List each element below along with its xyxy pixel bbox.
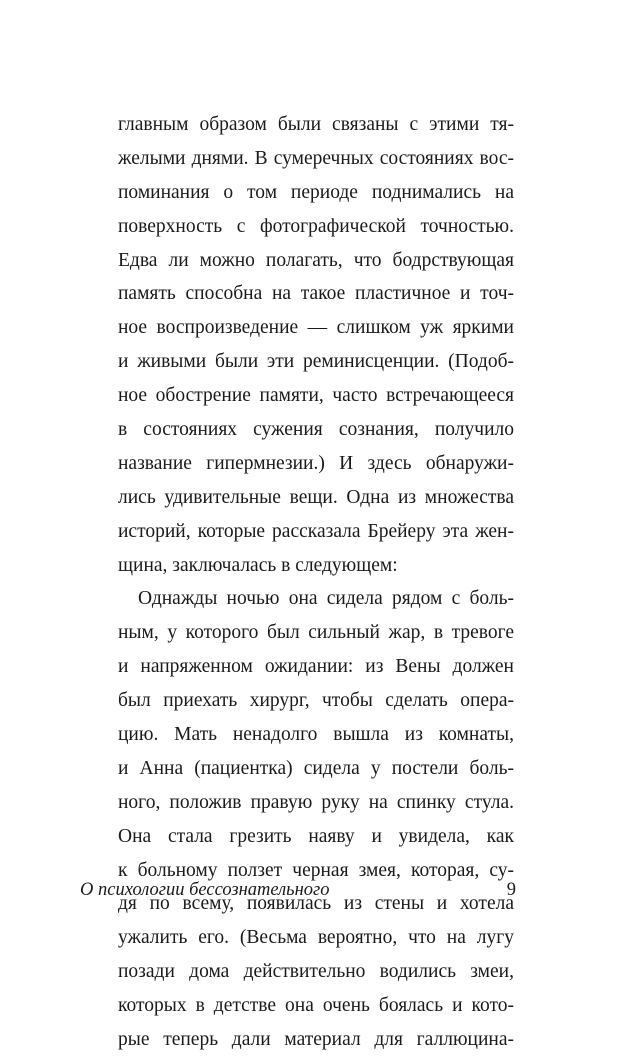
text-line: поверхность с фотографической точностью. [118,215,514,237]
text-line: к больному ползет черная змея, которая, су- [118,859,514,881]
text-line: и напряженном ожидании: из Вены должен [118,656,514,678]
text-line: Однажды ночью она сидела рядом с боль- [138,588,514,610]
text-line: ным, у которого был сильный жар, в тревоге [118,622,514,644]
text-line: ужалить его. (Весьма вероятно, что на лугу [118,927,514,949]
text-line: Едва ли можно полагать, что бодрствующая [118,249,514,271]
text-line: желыми днями. В сумеречных состояниях вос- [118,147,514,169]
text-line: главным образом были связаны с этими тя- [118,114,514,135]
running-footer-title: О психологии бессознательного [80,880,330,900]
text-line: ное обострение памяти, часто встречающееся [118,385,514,407]
text-line: лись удивительные вещи. Одна из множества [118,486,514,508]
text-line: позади дома действительно водились змеи, [118,961,514,983]
text-line: был приехать хирург, чтобы сделать опера- [118,690,514,712]
body-text [118,108,514,1057]
text-line: Она стала грезить наяву и увидела, как [118,825,514,847]
text-line: ное воспроизведение — слишком уж яркими [118,317,514,339]
text-line: рые теперь дали материал для галлюцина- [118,1029,514,1051]
page-footer [80,880,516,910]
text-line: дя по всему, появилась из стены и хотела [118,893,514,915]
text-line: и живыми были эти реминисценции. (Подоб- [118,351,514,373]
text-line: ного, положив правую руку на спинку стула. [118,791,514,813]
text-line: поминания о том периоде поднимались на [118,181,514,203]
text-line: историй, которые рассказала Брейеру эта жен- [118,520,514,542]
text-line: память способна на такое пластичное и точ- [118,283,514,305]
text-line: которых в детстве она очень боялась и кото- [118,995,514,1017]
text-line: и Анна (пациентка) сидела у постели боль- [118,757,514,779]
text-line: название гипермнезии.) И здесь обнаружи- [118,452,514,474]
text-line: в состояниях сужения сознания, получило [118,419,514,441]
text-line: цию. Мать ненадолго вышла из комнаты, [118,724,514,746]
page-number: 9 [506,880,516,900]
text-line: щина, заключалась в следующем: [118,554,398,576]
